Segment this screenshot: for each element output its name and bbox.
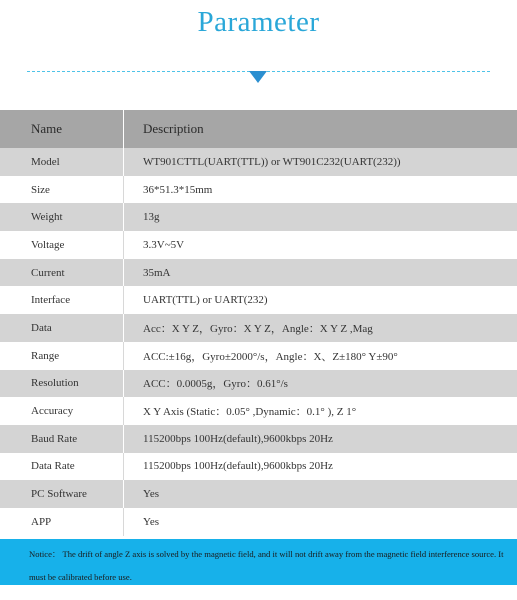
column-separator xyxy=(123,231,124,259)
row-value: 35mA xyxy=(143,266,171,279)
table-row xyxy=(0,397,517,425)
column-separator xyxy=(123,314,124,342)
table-row xyxy=(0,203,517,231)
down-arrow-icon xyxy=(249,71,267,83)
column-separator xyxy=(123,425,124,453)
row-name: PC Software xyxy=(31,488,87,501)
row-value: X Y Axis (Static：0.05° ,Dynamic：0.1° ), Z 1° xyxy=(143,406,357,419)
row-name: Size xyxy=(31,183,50,196)
page-title: Parameter xyxy=(197,6,320,38)
column-separator xyxy=(123,286,124,314)
row-value: Yes xyxy=(143,515,160,528)
column-separator xyxy=(123,342,124,370)
column-separator xyxy=(123,397,124,425)
row-value: 3.3V~5V xyxy=(143,238,185,251)
table-row xyxy=(0,453,517,481)
row-name: Accuracy xyxy=(31,405,74,418)
row-name: Interface xyxy=(31,294,71,307)
column-separator xyxy=(123,508,124,536)
row-name: Voltage xyxy=(31,238,65,251)
row-value: UART(TTL) or UART(232) xyxy=(143,294,268,307)
parameter-table xyxy=(0,110,517,536)
row-name: APP xyxy=(31,515,52,528)
row-value: ACC:±16g，Gyro±2000°/s，Angle：X、Z±180° Y±90° xyxy=(143,350,398,363)
header-name: Name xyxy=(31,121,63,136)
column-separator xyxy=(123,370,124,398)
table-header-row xyxy=(0,110,517,148)
row-value: Acc：X Y Z，Gyro：X Y Z，Angle：X Y Z ,Mag xyxy=(143,322,373,335)
column-separator xyxy=(123,176,124,204)
row-value: Yes xyxy=(143,488,160,501)
row-name: Baud Rate xyxy=(31,432,78,445)
row-value: 13g xyxy=(143,211,160,224)
row-value: ACC：0.0005g，Gyro：0.61°/s xyxy=(143,378,288,391)
notice-banner: Notice： The drift of angle Z axis is solved by the magnetic field, and it will not drift away from the magnetic field interference source. It must be calibrated before use. xyxy=(0,539,517,585)
table-row xyxy=(0,259,517,287)
row-name: Range xyxy=(31,349,60,362)
table-row xyxy=(0,342,517,370)
row-value: 115200bps 100Hz(default),9600kbps 20Hz xyxy=(143,432,333,445)
row-name: Data Rate xyxy=(31,460,75,473)
row-value: 36*51.3*15mm xyxy=(143,183,213,196)
row-value: 115200bps 100Hz(default),9600kbps 20Hz xyxy=(143,460,333,473)
table-row xyxy=(0,370,517,398)
table-row xyxy=(0,314,517,342)
row-name: Weight xyxy=(31,211,63,224)
table-row xyxy=(0,425,517,453)
header-description: Description xyxy=(143,121,204,136)
table-row xyxy=(0,480,517,508)
row-name: Data xyxy=(31,321,52,334)
table-row xyxy=(0,286,517,314)
column-separator xyxy=(123,110,124,148)
column-separator xyxy=(123,259,124,287)
column-separator xyxy=(123,453,124,481)
row-name: Current xyxy=(31,266,65,279)
table-row xyxy=(0,148,517,176)
column-separator xyxy=(123,148,124,176)
column-separator xyxy=(123,480,124,508)
table-row xyxy=(0,176,517,204)
row-value: WT901CTTL(UART(TTL)) or WT901C232(UART(232)) xyxy=(143,155,401,168)
table-row xyxy=(0,508,517,536)
row-name: Resolution xyxy=(31,377,79,390)
column-separator xyxy=(123,203,124,231)
row-name: Model xyxy=(31,155,60,168)
table-row xyxy=(0,231,517,259)
